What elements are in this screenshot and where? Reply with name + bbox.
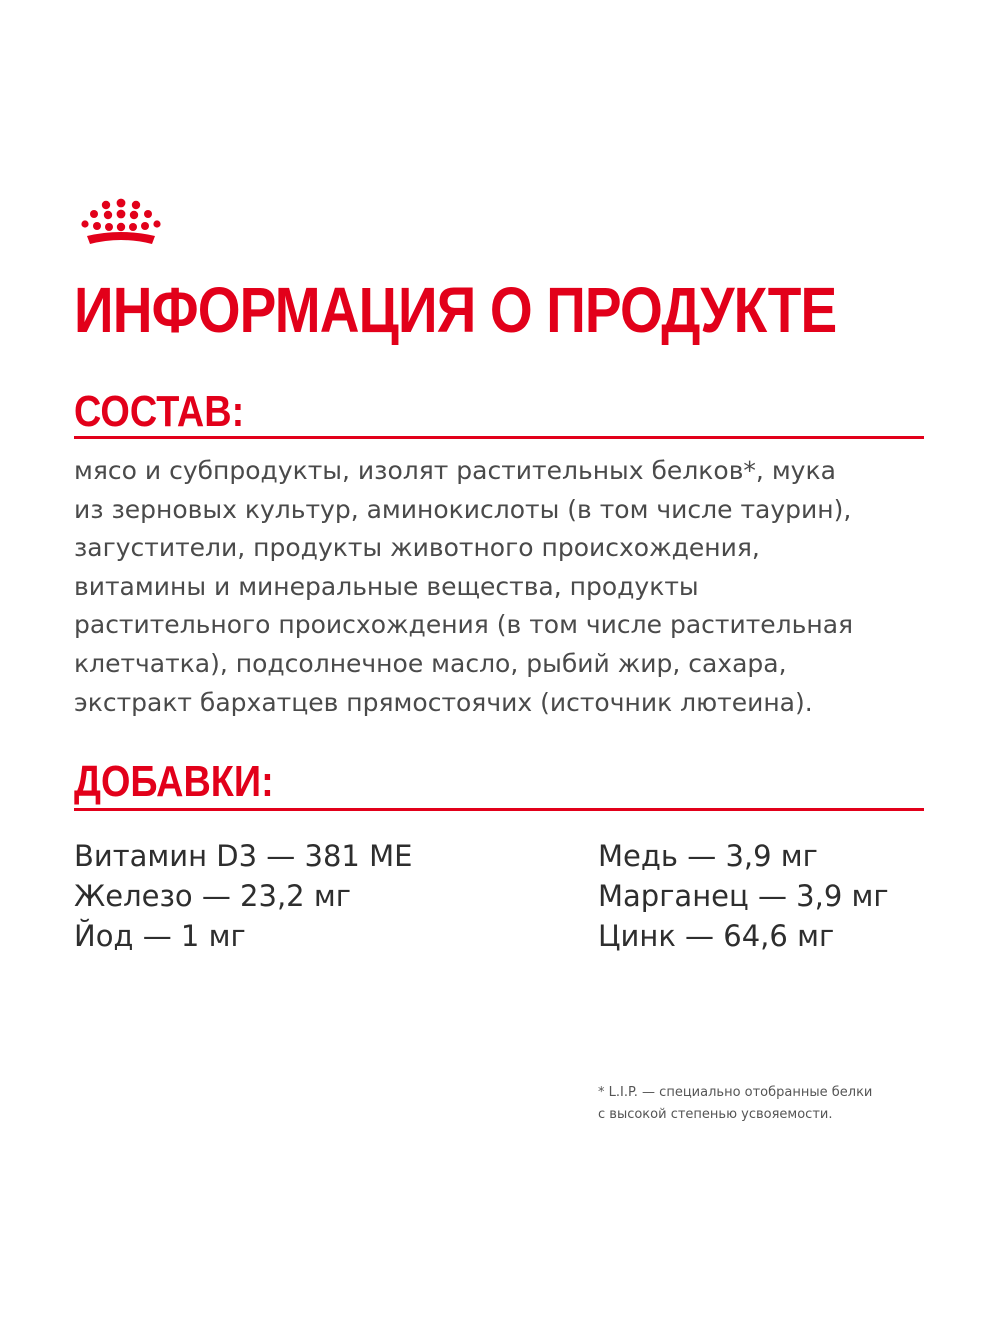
additives-column-right xyxy=(598,836,889,956)
additive-item-zinc: Цинк — 64,6 мг xyxy=(598,919,835,953)
additives-list xyxy=(74,836,934,966)
additive-item-vitamin-d3: Витамин D3 — 381 МЕ xyxy=(74,839,413,873)
additives-column-left xyxy=(74,836,412,956)
crown-icon xyxy=(78,198,164,254)
additive-item-copper: Медь — 3,9 мг xyxy=(598,839,818,873)
footnote: * L.I.P. — специально отобранные белки с высокой степенью усвояемости. xyxy=(598,1085,873,1122)
additives-heading: ДОБАВКИ: xyxy=(74,757,274,806)
additive-item-manganese: Марганец — 3,9 мг xyxy=(598,879,889,913)
additive-item-iron: Железо — 23,2 мг xyxy=(74,879,351,913)
page-title: ИНФОРМАЦИЯ О ПРОДУКТЕ xyxy=(74,274,837,346)
composition-divider xyxy=(74,436,924,439)
composition-text: мясо и субпродукты, изолят растительных белков*, мука из зерновых культур, аминокислоты (в том числе таурин), загустители, продукты животного происхождения, витамины и минеральные вещества, продукты растительного происхождения (в том числе растительная клетчатка), подсолнечное масло, рыбий жир, сахара, экстракт бархатцев прямостоячих (источник лютеина). xyxy=(74,456,854,717)
additive-item-iodine: Йод — 1 мг xyxy=(74,919,246,953)
additives-divider xyxy=(74,808,924,811)
composition-heading: СОСТАВ: xyxy=(74,387,245,436)
